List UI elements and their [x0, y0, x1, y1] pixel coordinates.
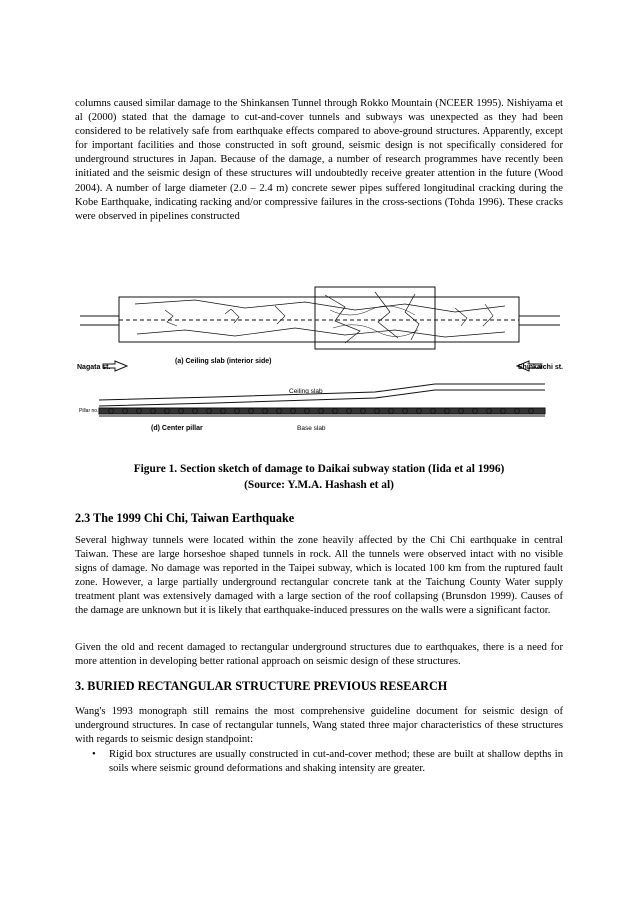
paragraph-wang-monograph: Wang's 1993 monograph still remains the most comprehensive guideline document for seismic design of underground structures. In case of rectangular tunnels, Wang stated three major characteristics of these structures with regards to seismic design standpoint: [75, 706, 563, 746]
figure-caption-line-1: Figure 1. Section sketch of damage to Daikai subway station (Iida et al 1996) [133, 463, 505, 475]
figure-daikai-station [75, 280, 563, 440]
bullet-icon: • [92, 749, 96, 760]
paragraph-need-attention: Given the old and recent damaged to rectangular underground structures due to earthquakes, there is a need for more attention in developing better rational approach on seismic design of these structures. [75, 642, 563, 668]
right-station-label: Shinkaichi st. [517, 364, 563, 371]
ceiling-slab-plan [80, 287, 560, 349]
label-ceiling-slab-plan: (a) Ceiling slab (interior side) [175, 358, 272, 365]
paragraph-kobe-damage: columns caused similar damage to the Shinkansen Tunnel through Rokko Mountain (NCEER 1995). Nishiyama et al (2000) stated that the damage to cut-and-cover tunnels and subways was unexpected as they had been considered to be relatively safe from earthquake effects compared to above-ground structures. Apparently, except for important facilities and those constructed in soft ground, seismic design is not specifically considered for underground structures in Japan. Because of the damage, a number of research programmes have recently been initiated and the seismic design of these structures will undoubtedly receive greater attention in the future (Wood 2004). A number of large diameter (2.0 – 2.4 m) concrete sewer pipes suffered longitudinal cracking during the Kobe Earthquake, indicating racking and/or compressive failures in the cross-sections (Tohda 1996). These cracks were observed in pipelines constructed [75, 98, 563, 222]
pillar-number-label: Pillar no. [79, 408, 99, 414]
left-station-label: Nagata st. [77, 364, 111, 371]
list-item-text: Rigid box structures are usually constructed in cut-and-cover method; these are built at shallow depths in soils where seismic ground deformations and shaking intensity are greater. [109, 749, 563, 775]
section-heading-2-3: 2.3 The 1999 Chi Chi, Taiwan Earthquake [75, 511, 295, 525]
section-heading-3: 3. BURIED RECTANGULAR STRUCTURE PREVIOUS RESEARCH [75, 679, 448, 693]
label-center-pillar: (d) Center pillar [151, 425, 203, 432]
label-base-slab: Base slab [297, 425, 326, 432]
list-item [75, 748, 563, 776]
characteristics-list [75, 748, 563, 776]
direction-arrows [103, 361, 541, 371]
paragraph-chi-chi: Several highway tunnels were located within the zone heavily affected by the Chi Chi earthquake in central Taiwan. These are large horseshoe shaped tunnels in rock. All the tunnels were observed intact with no visible signs of damage. No damage was reported in the Taipei subway, which is located 100 km from the ruptured fault zone. However, a large partially underground rectangular concrete tank at the Taichung County Water supply treatment plant was extensively damaged with a large section of the roof collapsing (Brunsdon 1999). Causes of the damage are unknown but it is likely that earthquake-induced pressures on the walls were a significant factor. [75, 535, 563, 617]
damage-sketch-drawing [75, 280, 563, 440]
label-ceiling-slab: Ceiling slab [289, 388, 323, 395]
figure-caption-line-2: (Source: Y.M.A. Hashash et al) [244, 479, 394, 491]
